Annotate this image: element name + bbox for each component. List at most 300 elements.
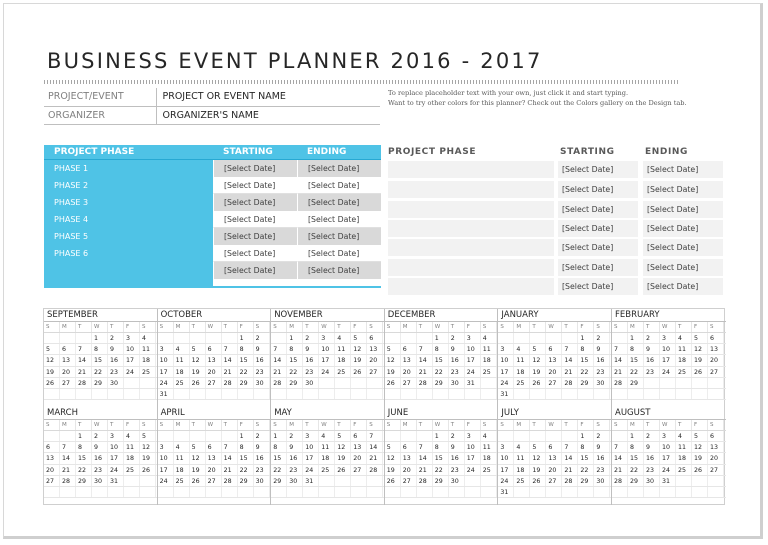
day-cell[interactable] — [644, 389, 660, 399]
day-cell[interactable]: 13 — [206, 355, 222, 365]
day-cell[interactable] — [108, 487, 124, 497]
day-cell[interactable]: 14 — [367, 442, 383, 452]
day-cell[interactable]: 13 — [60, 355, 76, 365]
day-cell[interactable]: 2 — [644, 431, 660, 441]
day-cell[interactable]: 16 — [254, 355, 270, 365]
day-cell[interactable]: 21 — [417, 465, 433, 475]
day-cell[interactable]: 4 — [514, 442, 530, 452]
day-cell[interactable]: 18 — [481, 453, 497, 463]
day-cell[interactable]: 4 — [676, 333, 692, 343]
day-cell[interactable]: 20 — [546, 367, 562, 377]
day-cell[interactable]: 29 — [238, 476, 254, 486]
day-cell[interactable]: 29 — [578, 476, 594, 486]
day-cell[interactable]: 1 — [433, 431, 449, 441]
day-cell[interactable]: 12 — [385, 453, 401, 463]
day-cell[interactable]: 26 — [385, 378, 401, 388]
day-cell[interactable]: 29 — [76, 476, 92, 486]
day-cell[interactable]: 30 — [449, 378, 465, 388]
day-cell[interactable]: 14 — [222, 453, 238, 463]
day-cell[interactable] — [60, 431, 76, 441]
day-cell[interactable]: 2 — [254, 333, 270, 343]
day-cell[interactable]: 21 — [612, 465, 628, 475]
day-cell[interactable]: 28 — [60, 476, 76, 486]
day-cell[interactable] — [562, 431, 578, 441]
day-cell[interactable] — [124, 389, 140, 399]
day-cell[interactable]: 30 — [92, 476, 108, 486]
phase-name-cell[interactable]: PHASE 4 — [54, 215, 89, 224]
day-cell[interactable]: 30 — [287, 476, 303, 486]
day-cell[interactable]: 31 — [158, 389, 174, 399]
day-cell[interactable]: 3 — [498, 442, 514, 452]
day-cell[interactable]: 10 — [465, 344, 481, 354]
day-cell[interactable]: 1 — [238, 333, 254, 343]
day-cell[interactable] — [692, 487, 708, 497]
day-cell[interactable]: 8 — [628, 442, 644, 452]
day-cell[interactable]: 15 — [433, 453, 449, 463]
day-cell[interactable]: 5 — [530, 344, 546, 354]
day-cell[interactable]: 12 — [530, 355, 546, 365]
day-cell[interactable] — [660, 389, 676, 399]
day-cell[interactable]: 28 — [562, 476, 578, 486]
day-cell[interactable]: 1 — [287, 333, 303, 343]
day-cell[interactable] — [351, 487, 367, 497]
day-cell[interactable]: 20 — [60, 367, 76, 377]
day-cell[interactable]: 9 — [108, 344, 124, 354]
day-cell[interactable]: 6 — [546, 344, 562, 354]
day-cell[interactable]: 14 — [222, 355, 238, 365]
day-cell[interactable]: 7 — [60, 442, 76, 452]
day-cell[interactable] — [546, 333, 562, 343]
day-cell[interactable] — [271, 487, 287, 497]
end-date-picker[interactable]: [Select Date] — [643, 278, 723, 295]
end-date-picker[interactable]: [Select Date] — [643, 239, 723, 256]
day-cell[interactable]: 21 — [222, 465, 238, 475]
day-cell[interactable]: 31 — [660, 476, 676, 486]
day-cell[interactable] — [335, 378, 351, 388]
day-cell[interactable]: 27 — [351, 465, 367, 475]
page-title[interactable]: BUSINESS EVENT PLANNER 2016 - 2017 — [47, 49, 543, 73]
day-cell[interactable]: 16 — [303, 355, 319, 365]
day-cell[interactable]: 19 — [190, 367, 206, 377]
day-cell[interactable]: 15 — [238, 453, 254, 463]
day-cell[interactable]: 25 — [319, 465, 335, 475]
day-cell[interactable]: 11 — [124, 442, 140, 452]
day-cell[interactable]: 7 — [612, 442, 628, 452]
day-cell[interactable]: 19 — [351, 355, 367, 365]
day-cell[interactable]: 19 — [385, 465, 401, 475]
day-cell[interactable] — [514, 389, 530, 399]
day-cell[interactable]: 8 — [76, 442, 92, 452]
day-cell[interactable] — [140, 378, 156, 388]
day-cell[interactable] — [367, 378, 383, 388]
day-cell[interactable]: 23 — [92, 465, 108, 475]
day-cell[interactable]: 6 — [206, 442, 222, 452]
day-cell[interactable] — [335, 476, 351, 486]
day-cell[interactable]: 12 — [44, 355, 60, 365]
day-cell[interactable] — [612, 487, 628, 497]
day-cell[interactable]: 27 — [708, 367, 724, 377]
day-cell[interactable]: 5 — [530, 442, 546, 452]
day-cell[interactable]: 10 — [158, 355, 174, 365]
day-cell[interactable]: 24 — [319, 367, 335, 377]
day-cell[interactable] — [140, 476, 156, 486]
day-cell[interactable]: 26 — [190, 378, 206, 388]
day-cell[interactable]: 10 — [319, 344, 335, 354]
day-cell[interactable] — [335, 389, 351, 399]
start-date-picker[interactable]: [Select Date] — [213, 211, 297, 228]
day-cell[interactable]: 25 — [514, 378, 530, 388]
day-cell[interactable] — [708, 389, 724, 399]
day-cell[interactable]: 17 — [660, 355, 676, 365]
day-cell[interactable]: 18 — [174, 367, 190, 377]
day-cell[interactable] — [385, 389, 401, 399]
day-cell[interactable]: 12 — [692, 442, 708, 452]
day-cell[interactable] — [174, 487, 190, 497]
day-cell[interactable]: 18 — [514, 367, 530, 377]
day-cell[interactable]: 17 — [319, 355, 335, 365]
day-cell[interactable] — [140, 389, 156, 399]
day-cell[interactable]: 11 — [174, 453, 190, 463]
day-cell[interactable]: 19 — [44, 367, 60, 377]
day-cell[interactable]: 29 — [433, 378, 449, 388]
day-cell[interactable]: 25 — [174, 476, 190, 486]
day-cell[interactable] — [351, 389, 367, 399]
day-cell[interactable]: 29 — [433, 476, 449, 486]
day-cell[interactable]: 28 — [222, 476, 238, 486]
day-cell[interactable]: 17 — [498, 465, 514, 475]
day-cell[interactable] — [514, 431, 530, 441]
day-cell[interactable]: 3 — [124, 333, 140, 343]
day-cell[interactable] — [158, 431, 174, 441]
day-cell[interactable] — [76, 333, 92, 343]
day-cell[interactable]: 8 — [271, 442, 287, 452]
day-cell[interactable]: 30 — [594, 476, 610, 486]
day-cell[interactable]: 28 — [562, 378, 578, 388]
day-cell[interactable]: 22 — [433, 367, 449, 377]
day-cell[interactable] — [433, 487, 449, 497]
day-cell[interactable]: 23 — [594, 465, 610, 475]
day-cell[interactable]: 6 — [367, 333, 383, 343]
day-cell[interactable] — [222, 389, 238, 399]
day-cell[interactable]: 31 — [108, 476, 124, 486]
day-cell[interactable]: 17 — [124, 355, 140, 365]
day-cell[interactable]: 9 — [254, 442, 270, 452]
day-cell[interactable]: 21 — [562, 367, 578, 377]
day-cell[interactable]: 6 — [708, 333, 724, 343]
day-cell[interactable]: 15 — [578, 355, 594, 365]
day-cell[interactable]: 11 — [481, 442, 497, 452]
start-date-picker[interactable]: [Select Date] — [213, 177, 297, 194]
day-cell[interactable]: 24 — [158, 378, 174, 388]
day-cell[interactable]: 3 — [660, 431, 676, 441]
day-cell[interactable]: 15 — [578, 453, 594, 463]
day-cell[interactable]: 23 — [449, 367, 465, 377]
day-cell[interactable] — [612, 431, 628, 441]
day-cell[interactable]: 1 — [628, 431, 644, 441]
day-cell[interactable]: 13 — [367, 344, 383, 354]
day-cell[interactable]: 30 — [594, 378, 610, 388]
day-cell[interactable]: 19 — [335, 453, 351, 463]
day-cell[interactable]: 11 — [676, 344, 692, 354]
day-cell[interactable]: 19 — [692, 355, 708, 365]
day-cell[interactable]: 9 — [449, 442, 465, 452]
day-cell[interactable]: 18 — [481, 355, 497, 365]
day-cell[interactable]: 26 — [692, 367, 708, 377]
day-cell[interactable]: 20 — [351, 453, 367, 463]
day-cell[interactable]: 26 — [530, 476, 546, 486]
day-cell[interactable]: 6 — [206, 344, 222, 354]
day-cell[interactable]: 25 — [481, 367, 497, 377]
day-cell[interactable]: 7 — [76, 344, 92, 354]
day-cell[interactable] — [367, 487, 383, 497]
day-cell[interactable]: 5 — [385, 442, 401, 452]
day-cell[interactable]: 17 — [465, 355, 481, 365]
day-cell[interactable]: 20 — [708, 453, 724, 463]
day-cell[interactable]: 13 — [708, 442, 724, 452]
day-cell[interactable]: 23 — [108, 367, 124, 377]
day-cell[interactable]: 13 — [44, 453, 60, 463]
day-cell[interactable] — [481, 487, 497, 497]
day-cell[interactable]: 16 — [254, 453, 270, 463]
day-cell[interactable]: 2 — [594, 431, 610, 441]
day-cell[interactable]: 26 — [335, 465, 351, 475]
day-cell[interactable] — [190, 389, 206, 399]
day-cell[interactable]: 19 — [140, 453, 156, 463]
day-cell[interactable]: 4 — [335, 333, 351, 343]
day-cell[interactable]: 4 — [481, 333, 497, 343]
day-cell[interactable]: 22 — [628, 367, 644, 377]
day-cell[interactable]: 26 — [692, 465, 708, 475]
day-cell[interactable] — [594, 487, 610, 497]
day-cell[interactable]: 17 — [108, 453, 124, 463]
day-cell[interactable]: 22 — [271, 465, 287, 475]
day-cell[interactable] — [367, 476, 383, 486]
day-cell[interactable]: 13 — [351, 442, 367, 452]
day-cell[interactable]: 4 — [174, 442, 190, 452]
day-cell[interactable]: 28 — [417, 378, 433, 388]
day-cell[interactable] — [708, 378, 724, 388]
day-cell[interactable]: 4 — [514, 344, 530, 354]
day-cell[interactable]: 24 — [660, 465, 676, 475]
day-cell[interactable]: 21 — [222, 367, 238, 377]
day-cell[interactable]: 23 — [449, 465, 465, 475]
phase-name-cell[interactable]: PHASE 3 — [54, 198, 89, 207]
day-cell[interactable]: 26 — [140, 465, 156, 475]
day-cell[interactable] — [660, 487, 676, 497]
day-cell[interactable]: 14 — [417, 355, 433, 365]
day-cell[interactable]: 29 — [238, 378, 254, 388]
day-cell[interactable]: 27 — [60, 378, 76, 388]
phase-name-cell[interactable] — [388, 201, 554, 218]
day-cell[interactable]: 26 — [44, 378, 60, 388]
day-cell[interactable]: 8 — [287, 344, 303, 354]
day-cell[interactable]: 25 — [335, 367, 351, 377]
day-cell[interactable] — [628, 487, 644, 497]
day-cell[interactable]: 28 — [222, 378, 238, 388]
day-cell[interactable]: 11 — [676, 442, 692, 452]
day-cell[interactable]: 26 — [190, 476, 206, 486]
day-cell[interactable]: 20 — [206, 367, 222, 377]
day-cell[interactable] — [465, 487, 481, 497]
day-cell[interactable]: 7 — [222, 442, 238, 452]
start-date-picker[interactable]: [Select Date] — [213, 160, 297, 177]
day-cell[interactable] — [174, 431, 190, 441]
end-date-picker[interactable]: [Select Date] — [643, 181, 723, 198]
day-cell[interactable]: 21 — [271, 367, 287, 377]
day-cell[interactable] — [530, 487, 546, 497]
day-cell[interactable]: 30 — [254, 476, 270, 486]
day-cell[interactable]: 27 — [367, 367, 383, 377]
day-cell[interactable]: 24 — [124, 367, 140, 377]
day-cell[interactable]: 5 — [351, 333, 367, 343]
project-name-field[interactable]: PROJECT OR EVENT NAME — [156, 88, 380, 106]
day-cell[interactable]: 14 — [60, 453, 76, 463]
day-cell[interactable]: 22 — [92, 367, 108, 377]
day-cell[interactable]: 26 — [530, 378, 546, 388]
day-cell[interactable] — [190, 333, 206, 343]
day-cell[interactable]: 30 — [644, 476, 660, 486]
day-cell[interactable]: 25 — [481, 465, 497, 475]
day-cell[interactable] — [351, 476, 367, 486]
day-cell[interactable] — [124, 476, 140, 486]
phase-name-cell[interactable] — [388, 259, 554, 276]
day-cell[interactable] — [108, 389, 124, 399]
day-cell[interactable]: 24 — [303, 465, 319, 475]
day-cell[interactable]: 16 — [108, 355, 124, 365]
day-cell[interactable] — [385, 333, 401, 343]
day-cell[interactable]: 16 — [92, 453, 108, 463]
day-cell[interactable]: 11 — [514, 453, 530, 463]
day-cell[interactable] — [692, 378, 708, 388]
day-cell[interactable] — [692, 389, 708, 399]
day-cell[interactable]: 9 — [594, 344, 610, 354]
day-cell[interactable] — [676, 487, 692, 497]
day-cell[interactable]: 17 — [303, 453, 319, 463]
day-cell[interactable] — [319, 487, 335, 497]
day-cell[interactable] — [417, 333, 433, 343]
start-date-picker[interactable]: [Select Date] — [558, 220, 638, 237]
day-cell[interactable]: 1 — [271, 431, 287, 441]
day-cell[interactable]: 8 — [433, 442, 449, 452]
day-cell[interactable]: 18 — [140, 355, 156, 365]
day-cell[interactable]: 9 — [644, 442, 660, 452]
day-cell[interactable]: 14 — [562, 355, 578, 365]
day-cell[interactable]: 12 — [190, 355, 206, 365]
day-cell[interactable]: 4 — [124, 431, 140, 441]
day-cell[interactable]: 2 — [108, 333, 124, 343]
day-cell[interactable]: 20 — [44, 465, 60, 475]
day-cell[interactable] — [44, 487, 60, 497]
day-cell[interactable]: 31 — [498, 487, 514, 497]
day-cell[interactable]: 6 — [546, 442, 562, 452]
day-cell[interactable]: 9 — [303, 344, 319, 354]
day-cell[interactable]: 9 — [449, 344, 465, 354]
day-cell[interactable]: 22 — [433, 465, 449, 475]
day-cell[interactable] — [644, 487, 660, 497]
day-cell[interactable]: 24 — [158, 476, 174, 486]
end-date-picker[interactable]: [Select Date] — [297, 194, 381, 211]
end-date-picker[interactable]: [Select Date] — [643, 161, 723, 178]
phase-name-cell[interactable] — [388, 220, 554, 237]
day-cell[interactable] — [449, 487, 465, 497]
day-cell[interactable] — [158, 333, 174, 343]
day-cell[interactable]: 25 — [676, 367, 692, 377]
start-date-picker[interactable]: [Select Date] — [213, 194, 297, 211]
day-cell[interactable]: 18 — [335, 355, 351, 365]
day-cell[interactable] — [708, 487, 724, 497]
day-cell[interactable]: 22 — [238, 367, 254, 377]
day-cell[interactable]: 18 — [676, 453, 692, 463]
day-cell[interactable] — [401, 431, 417, 441]
day-cell[interactable] — [319, 389, 335, 399]
day-cell[interactable]: 22 — [287, 367, 303, 377]
day-cell[interactable] — [92, 389, 108, 399]
day-cell[interactable]: 27 — [708, 465, 724, 475]
day-cell[interactable]: 4 — [676, 431, 692, 441]
day-cell[interactable]: 15 — [76, 453, 92, 463]
day-cell[interactable] — [190, 431, 206, 441]
day-cell[interactable]: 2 — [303, 333, 319, 343]
day-cell[interactable]: 28 — [417, 476, 433, 486]
day-cell[interactable]: 24 — [498, 378, 514, 388]
day-cell[interactable] — [385, 431, 401, 441]
day-cell[interactable]: 21 — [417, 367, 433, 377]
day-cell[interactable]: 14 — [271, 355, 287, 365]
end-date-picker[interactable]: [Select Date] — [643, 201, 723, 218]
day-cell[interactable] — [514, 333, 530, 343]
day-cell[interactable] — [660, 378, 676, 388]
day-cell[interactable]: 13 — [401, 453, 417, 463]
day-cell[interactable]: 16 — [594, 453, 610, 463]
day-cell[interactable] — [562, 333, 578, 343]
day-cell[interactable]: 3 — [660, 333, 676, 343]
day-cell[interactable] — [190, 487, 206, 497]
day-cell[interactable]: 7 — [612, 344, 628, 354]
day-cell[interactable]: 8 — [628, 344, 644, 354]
day-cell[interactable]: 14 — [76, 355, 92, 365]
day-cell[interactable] — [514, 487, 530, 497]
day-cell[interactable]: 21 — [367, 453, 383, 463]
day-cell[interactable] — [206, 333, 222, 343]
day-cell[interactable] — [303, 487, 319, 497]
day-cell[interactable]: 5 — [385, 344, 401, 354]
day-cell[interactable]: 10 — [465, 442, 481, 452]
day-cell[interactable] — [644, 378, 660, 388]
day-cell[interactable]: 24 — [498, 476, 514, 486]
day-cell[interactable]: 8 — [433, 344, 449, 354]
day-cell[interactable]: 27 — [44, 476, 60, 486]
day-cell[interactable]: 18 — [174, 465, 190, 475]
day-cell[interactable]: 21 — [60, 465, 76, 475]
phase-name-cell[interactable]: PHASE 1 — [54, 164, 89, 173]
start-date-picker[interactable]: [Select Date] — [558, 181, 638, 198]
day-cell[interactable]: 21 — [76, 367, 92, 377]
day-cell[interactable] — [206, 431, 222, 441]
day-cell[interactable]: 5 — [190, 344, 206, 354]
day-cell[interactable]: 10 — [498, 453, 514, 463]
day-cell[interactable] — [222, 487, 238, 497]
day-cell[interactable]: 18 — [676, 355, 692, 365]
day-cell[interactable]: 12 — [692, 344, 708, 354]
end-date-picker[interactable]: [Select Date] — [297, 160, 381, 177]
day-cell[interactable]: 9 — [644, 344, 660, 354]
day-cell[interactable]: 25 — [514, 476, 530, 486]
day-cell[interactable]: 17 — [660, 453, 676, 463]
day-cell[interactable]: 17 — [158, 367, 174, 377]
day-cell[interactable]: 19 — [190, 465, 206, 475]
day-cell[interactable] — [676, 378, 692, 388]
day-cell[interactable]: 23 — [254, 367, 270, 377]
